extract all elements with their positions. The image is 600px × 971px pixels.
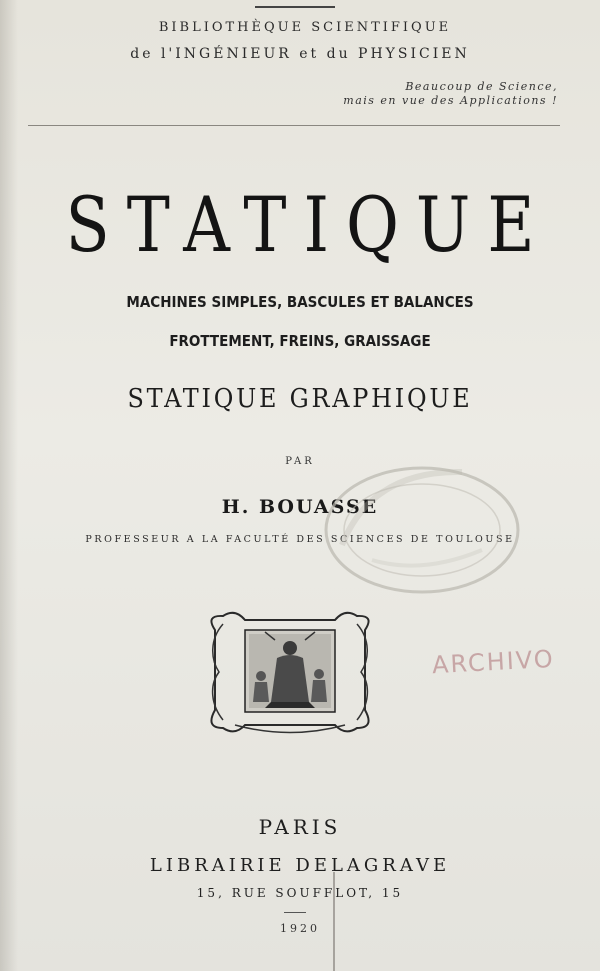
subtitle-line3: STATIQUE GRAPHIQUE <box>127 384 473 414</box>
author-name: H. BOUASSE <box>221 496 379 518</box>
imprint-dash <box>284 912 306 913</box>
top-rule <box>255 6 335 8</box>
imprint-publisher: LIBRAIRIE DELAGRAVE <box>149 855 451 876</box>
publisher-vignette-icon <box>205 610 375 735</box>
series-motto-line1: Beaucoup de Science, <box>405 80 558 93</box>
series-title-line2: de l'INGÉNIEUR et du PHYSICIEN <box>130 46 470 62</box>
library-stamp-icon <box>312 450 522 600</box>
author-affiliation: PROFESSEUR A LA FACULTÉ DES SCIENCES DE TOULOUSE <box>85 534 515 545</box>
series-motto-line2: mais en vue des Applications ! <box>343 94 558 107</box>
paper-crease <box>333 872 335 971</box>
horizontal-rule <box>28 125 560 126</box>
subtitle-line1: MACHINES SIMPLES, BASCULES ET BALANCES <box>126 293 474 311</box>
imprint-city: PARIS <box>258 815 342 839</box>
byline-par: PAR <box>285 456 315 467</box>
imprint-address: 15, RUE SOUFFLOT, 15 <box>196 886 404 900</box>
subtitle-line2: FROTTEMENT, FREINS, GRAISSAGE <box>169 332 431 350</box>
series-title-line1: BIBLIOTHÈQUE SCIENTIFIQUE <box>158 20 452 35</box>
imprint-year: 1920 <box>280 922 320 935</box>
handwritten-archivo-note: ARCHIVO <box>431 644 556 680</box>
book-title: STATIQUE <box>65 180 552 269</box>
